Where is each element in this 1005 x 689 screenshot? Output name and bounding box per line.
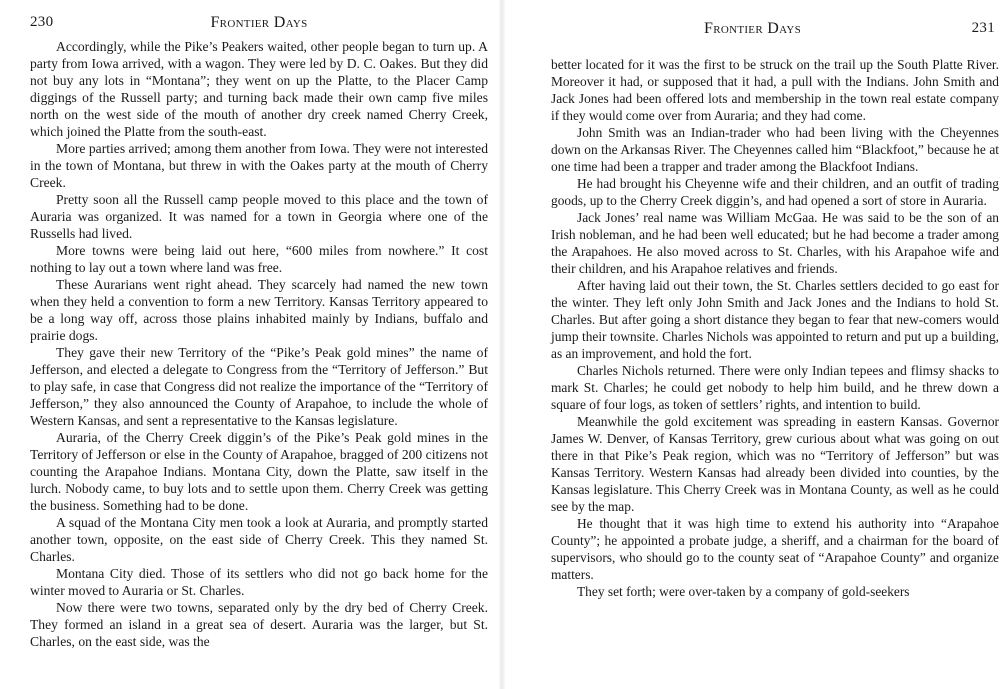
paragraph: A squad of the Montana City men took a look at Auraria, and promptly started another town, opposite, on the east side of Cherry Creek. This they named St. Charles.: [30, 515, 488, 564]
paragraph: More towns were being laid out here, “600 miles from nowhere.” It cost nothing to lay out a town where land was free.: [30, 243, 488, 275]
paragraph: Charles Nichols returned. There were only Indian tepees and flimsy shacks to mark St. Charles; he could get nobody to help him build, and he threw down a square of four logs, as token of settlers’ rights, and intention to build.: [551, 363, 999, 412]
right-page-body: [551, 56, 999, 600]
paragraph: Jack Jones’ real name was William McGaa. He was said to be the son of an Irish nobleman, and he had been well educated; but he had become a trader among the Arapahoes. He also moved across to St. Charles, with his Arapahoe wife and their children, and his Arapahoe relatives and friends.: [551, 210, 999, 276]
paragraph: He had brought his Cheyenne wife and their children, and an outfit of trading goods, up to the Cherry Creek diggin’s, and had opened a sort of store in Auraria.: [551, 176, 999, 208]
paragraph: He thought that it was high time to extend his authority into “Arapahoe County”; he appointed a probate judge, a sheriff, and a chairman for the board of supervisors, who should go to the county seat of “Arapahoe County” and organize matters.: [551, 516, 999, 582]
right-page: [504, 0, 1005, 689]
right-running-header: [551, 20, 999, 42]
paragraph: Montana City died. Those of its settlers who did not go back home for the winter moved to Auraria or St. Charles.: [30, 566, 488, 598]
paragraph: After having laid out their town, the St. Charles settlers decided to go east for the winter. They left only John Smith and Jack Jones and the Indians to hold St. Charles. But after going a short distance they began to fear that new-comers would jump their townsite. Charles Nichols was appointed to return and put up a building, as an improvement, and hold the fort.: [551, 278, 999, 361]
right-page-number: 231: [971, 20, 995, 36]
left-page-number: 230: [30, 14, 54, 30]
paragraph: Accordingly, while the Pike’s Peakers waited, other people began to turn up. A party from Iowa arrived, with a wagon. They were led by D. C. Oakes. But they did not buy any lots in “Montana”; they went on up the Platte, to the Placer Camp diggings of the Russell party; and turning back made their own camp five miles north on the west side of the mouth of another dry creek named Cherry Creek, which joined the Platte from the south-east.: [30, 39, 488, 139]
continued-paragraph: better located for it was the first to be struck on the trail up the South Platte River. Moreover it had, or supposed that it had, a pull with the Indians. John Smith and Jack Jones had been offered lots and membership in the town real estate company if they would come over from Auraria; and they had come.: [551, 57, 999, 123]
paragraph: They set forth; were over-taken by a company of gold-seekers: [577, 584, 910, 599]
paragraph: Meanwhile the gold excitement was spreading in eastern Kansas. Governor James W. Denver, of Kansas Territory, grew curious about what was going on out there in that Pike’s Peak region, which was no “Territory of Jefferson” but was Kansas Territory. Western Kansas had already been divided into counties, by the Kansas legislature. This Cherry Creek was in Montana County, as well as he could see by the map.: [551, 414, 999, 514]
paragraph: Now there were two towns, separated only by the dry bed of Cherry Creek. They formed an island in a great sea of desert. Auraria was the larger, but St. Charles, on the east side, was the: [30, 600, 488, 649]
paragraph: Auraria, of the Cherry Creek diggin’s of the Pike’s Peak gold mines in the Territory of Jefferson or else in the County of Arapahoe, bragged of 200 citizens not counting the Arapahoe Indians. Montana City, down the Platte, saw itself in the lurch. Nobody came, to buy lots and to settle upon them. Cherry Creek was getting the business. Something had to be done.: [30, 430, 488, 513]
left-page: [0, 0, 502, 689]
paragraph: These Aurarians went right ahead. They scarcely had named the new town when they held a convention to form a new Territory. Kansas Territory appeared to be a long way off, across those plains inhabited mainly by Indians, buffalo and prairie dogs.: [30, 277, 488, 343]
paragraph: More parties arrived; among them another from Iowa. They were not interested in the town of Montana, but threw in with the Oakes party at the mouth of Cherry Creek.: [30, 141, 488, 190]
paragraph: Pretty soon all the Russell camp people moved to this place and the town of Auraria was organized. It was named for a town in Georgia where one of the Russells had lived.: [30, 192, 488, 241]
paragraph: John Smith was an Indian-trader who had been living with the Cheyennes down on the Arkansas River. The Cheyennes called him “Blackfoot,” because he at one time had been a trapper and trader among the Blackfoot Indians.: [551, 125, 999, 174]
left-running-title: Frontier Days: [210, 14, 308, 31]
right-running-title: Frontier Days: [704, 20, 802, 37]
left-page-body: [30, 38, 488, 650]
paragraph: They gave their new Territory of the “Pike’s Peak gold mines” the name of Jefferson, and elected a delegate to Congress from the “Territory of Jefferson.” But to play safe, in case that Congress did not realize the importance of the “Territory of Jefferson,” they also announced the County of Arapahoe, to include the whole of Western Kansas, and sent a representative to the Kansas legislature.: [30, 345, 488, 428]
left-running-header: [30, 14, 488, 36]
